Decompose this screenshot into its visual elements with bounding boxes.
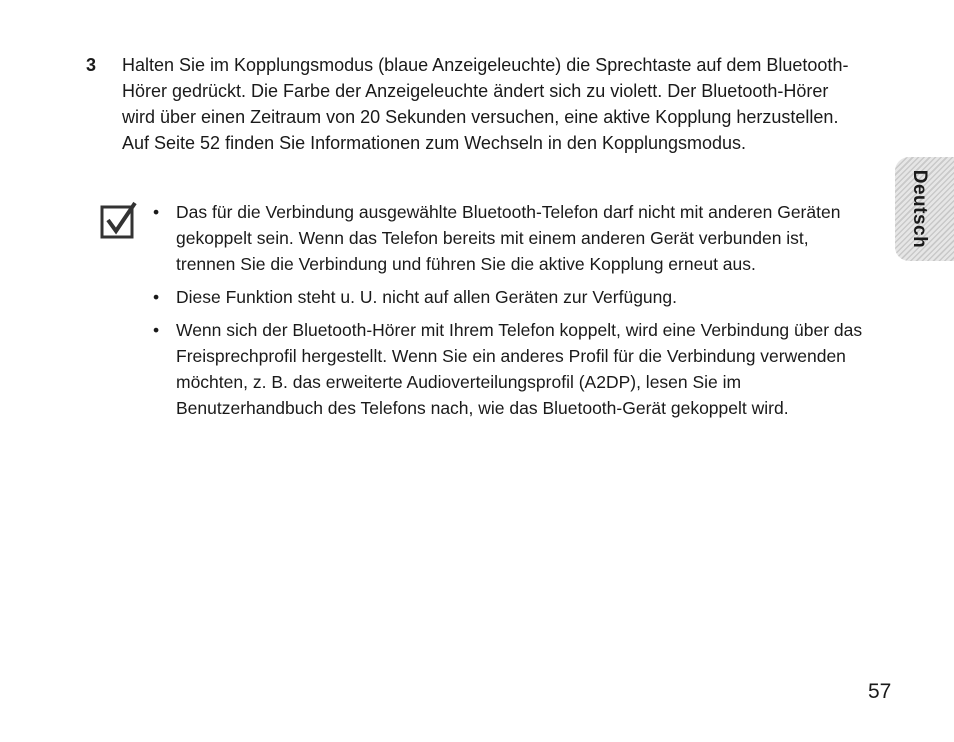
bullet-point: •	[153, 202, 160, 222]
step-3	[86, 52, 866, 156]
list-item	[153, 199, 863, 277]
page-number: 57	[868, 680, 892, 703]
bullet-point: •	[153, 320, 160, 340]
language-tab-label: Deutsch	[909, 169, 930, 249]
note-list	[153, 199, 863, 428]
checkbox-check-icon	[100, 201, 138, 239]
language-tab	[895, 157, 954, 261]
list-item	[153, 317, 863, 421]
step-number: 3	[86, 55, 97, 75]
bullet-point: •	[153, 287, 160, 307]
list-item-text: Diese Funktion steht u. U. nicht auf allen Geräten zur Verfügung.	[176, 287, 677, 307]
step-text: Halten Sie im Kopplungsmodus (blaue Anzeigeleuchte) die Sprechtaste auf dem Bluetooth-Hörer gedrückt. Die Farbe der Anzeigeleuchte ändert sich zu violett. Der Bluetooth-Hörer wird über einen Zeitraum von 20 Sekunden versuchen, eine aktive Kopplung herzustellen. Auf Seite 52 finden Sie Informationen zum Wechseln in den Kopplungsmodus.	[122, 55, 849, 153]
list-item-text: Wenn sich der Bluetooth-Hörer mit Ihrem Telefon koppelt, wird eine Verbindung über das Freisprechprofil hergestellt. Wenn Sie ein anderes Profil für die Verbindung verwenden möchten, z. B. das erweiterte Audioverteilungsprofil (A2DP), lesen Sie im Benutzerhandbuch des Telefons nach, wie das Bluetooth-Gerät gekoppelt wird.	[176, 320, 863, 418]
list-item-text: Das für die Verbindung ausgewählte Bluetooth-Telefon darf nicht mit anderen Geräten gekoppelt sein. Wenn das Telefon bereits mit einem anderen Gerät verbunden ist, trennen Sie die Verbindung und führen Sie die aktive Kopplung erneut aus.	[176, 202, 841, 274]
list-item	[153, 284, 863, 310]
